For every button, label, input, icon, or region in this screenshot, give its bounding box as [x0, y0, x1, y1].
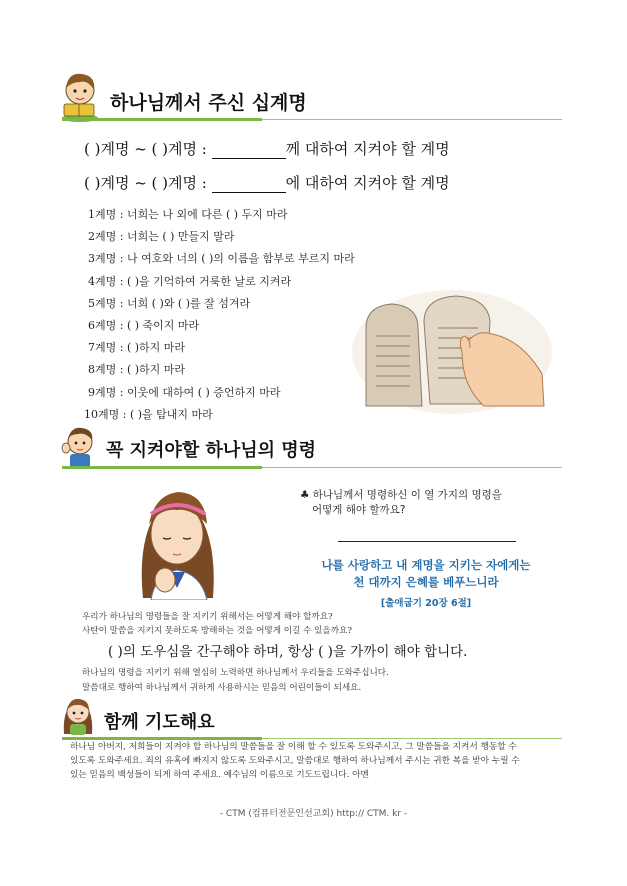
commandment-2: 2계명 : 너희는 ( ) 만들지 말라: [88, 230, 235, 244]
prayer-line-3: 있는 믿음의 백성들이 되게 하여 주세요. 예수님의 이름으로 기도드립니다. 아멘: [70, 770, 369, 780]
section-rule-thin: [262, 119, 562, 120]
body-text-3: 하나님의 명령을 지키기 위해 열심히 노력하면 하나님께서 우리들을 도와주십니다.: [82, 668, 389, 678]
prayer-line-1: 하나님 아버지, 저희들이 지켜야 할 하나님의 말씀들을 잘 이해 할 수 있도록 도와주시고, 그 말씀들을 지켜서 행동할 수: [70, 742, 517, 752]
commandment-10: 10계명 : ( )을 탐내지 마라: [84, 407, 213, 421]
group-desc-2: 에 대하여 지켜야 할 계명: [285, 174, 450, 192]
section-title-commandments: 하나님께서 주신 십계명: [110, 92, 307, 114]
commandment-group-line-1: [84, 138, 450, 159]
commandment-3: 3계명 : 나 여호와 너의 ( )의 이름을 함부로 부르지 마라: [88, 252, 355, 266]
section-rule: [62, 118, 262, 121]
answer-blank: [212, 145, 286, 159]
group-desc-1: 께 대하여 지켜야 할 계명: [285, 140, 450, 158]
answer-blank: [338, 541, 516, 542]
commandment-4: 4계명 : ( )을 기억하여 거룩한 날로 지켜라: [88, 274, 292, 288]
commandment-group-line-2: [84, 172, 450, 193]
section-rule: [62, 466, 262, 469]
boy-reading-illustration: [58, 70, 104, 122]
commandment-8: 8계명 : ( )하지 마라: [88, 363, 186, 377]
answer-blank: [212, 179, 286, 193]
verse-line-2: 천 대까지 은혜를 베푸느니라: [353, 575, 499, 589]
body-text-1: 우리가 하나님의 명령들을 잘 지키기 위해서는 어떻게 해야 할까요?: [82, 612, 333, 622]
question-line-1: ♣ 하나님께서 명령하신 이 열 가지의 명령을: [300, 489, 502, 501]
question-line-2: 어떻게 해야 할까요?: [312, 504, 406, 516]
section-rule-thin: [262, 467, 562, 468]
praying-girl-illustration: [125, 478, 231, 600]
body-text-4: 말씀대로 행하여 하나님께서 귀하게 사용하시는 믿음의 어린이들이 되세요.: [82, 683, 362, 693]
group-range-2: ( )계명 ~ ( )계명 :: [84, 174, 207, 192]
commandment-7: 7계명 : ( )하지 마라: [88, 341, 186, 355]
stone-tablets-illustration: [352, 288, 552, 416]
section-title-prayer: 함께 기도해요: [104, 712, 215, 733]
section-rule-thin: [262, 738, 562, 739]
commandment-9: 9계명 : 이웃에 대하여 ( ) 증언하지 마라: [88, 385, 281, 399]
verse-line-1: 나를 사랑하고 내 계명을 지키는 자에게는: [321, 558, 531, 572]
question-text: [300, 488, 502, 518]
commandment-list: [84, 204, 355, 426]
section-title-command: 꼭 지켜야할 하나님의 명령: [106, 440, 317, 461]
body-text-2: 사탄이 말씀을 지키지 못하도록 방해하는 것을 어떻게 이길 수 있을까요?: [82, 626, 352, 636]
commandment-1: 1계명 : 너희는 나 외에 다른 ( ) 두지 마라: [88, 208, 288, 221]
commandment-6: 6계명 : ( ) 죽이지 마라: [88, 319, 200, 333]
prayer-line-2: 있도록 도와주세요. 죄의 유혹에 빠지지 않도록 도와주시고, 말씀대로 행하여 하나님께서 주시는 귀한 복을 받아 누릴 수: [70, 756, 520, 766]
bible-verse: [296, 557, 556, 591]
prayer-text: [70, 740, 570, 782]
verse-reference: [출애굽기 20장 6절]: [380, 598, 472, 609]
footer-credit: - CTM (컴퓨터전문인선교회) http:// CTM. kr -: [219, 809, 408, 819]
commandment-5: 5계명 : 너희 ( )와 ( )를 잘 섬겨라: [88, 296, 251, 310]
group-range-1: ( )계명 ~ ( )계명 :: [84, 140, 207, 158]
boy-thinking-illustration: [60, 424, 100, 470]
fill-in-sentence: ( )의 도우심을 간구해야 하며, 항상 ( )을 가까이 해야 합니다.: [108, 644, 468, 660]
girl-illustration: [60, 694, 96, 736]
